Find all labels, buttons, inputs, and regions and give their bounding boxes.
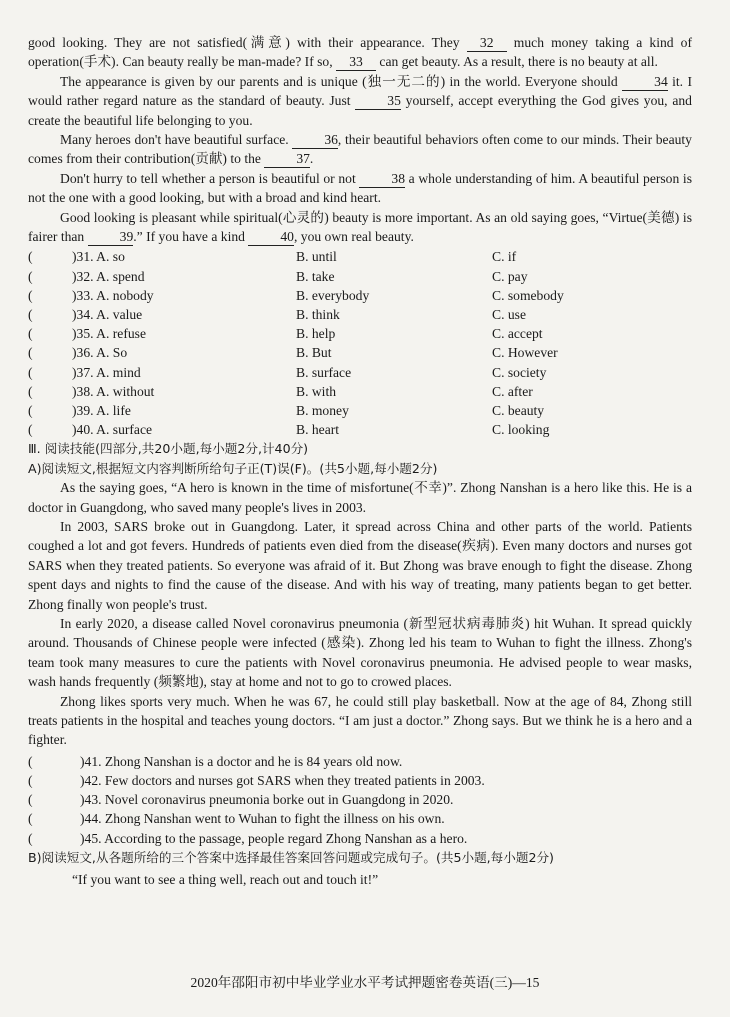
tf-item: ( )45. According to the passage, people regard Zhong Nanshan as a hero. [28,830,468,846]
option-row: ( )31. A. so B. until C. if [28,249,517,265]
passage-paragraph: As the saying goes, “A hero is known in the time of misfortune(不幸)”. Zhong Nanshan is a hero like this. He is a doctor in Guangdong, who saved many people's lives in 2003. [28,480,692,515]
option-row: ( )40. A. surface B. heart C. looking [28,422,550,438]
part-b-instructions: B)阅读短文,从各题所给的三个答案中选择最佳答案回答问题或完成句子。(共5小题,每小题2分) [28,849,554,865]
tf-item: ( )44. Zhong Nanshan went to Wuhan to fight the illness on his own. [28,811,445,827]
blank-39: 39 [88,229,134,246]
blank-34: 34 [622,74,668,91]
blank-40: 40 [248,229,294,246]
passage-paragraph: In 2003, SARS broke out in Guangdong. Later, it spread across China and other parts of the world. Patients coughed a lot and got fevers. Hundreds of patients even died from the disease(疾病). Even many doctors and nurses got SARS when they treated patients. So everyone was afraid of it. But Zhong was brave enough to fight the disease. Zhong spent days and nights to find the cause of the disease. And with his way of treating, many patients began to get better. Zhong finally won people's trust. [28,518,692,612]
part-a-instructions: A)阅读短文,根据短文内容判断所给句子正(T)误(F)。(共5小题,每小题2分) [28,460,438,476]
blank-37: 37 [264,151,310,168]
option-row: ( )38. A. without B. with C. after [28,383,533,399]
true-false-items [28,752,692,848]
option-row: ( )39. A. life B. money C. beauty [28,402,545,418]
option-row: ( )36. A. So B. But C. However [28,345,558,361]
passage-paragraph: Zhong likes sports very much. When he was 67, he could still play basketball. Now at the age of 84, Zhong still treats patients in the hospital and teaches young doctors. “I am just a doctor.” Zhong says. But we think he is a hero and a fighter. [28,693,692,748]
cloze-paragraph-4: Don't hurry to tell whether a person is beautiful or not 38 a whole understanding of him. A beautiful person is not the one with a good looking, but with a broad and kind heart. [28,170,692,206]
cloze-paragraph-1: good looking. They are not satisfied(满意) with their appearance. They 32 much money taking a kind of operation(手术). Can beauty really be man-made? If so, 33 can get beauty. As a result, there is no beauty at all. [28,35,692,70]
cloze-paragraph-2: The appearance is given by our parents and is unique (独一无二的) in the world. Everyone should 34 it. I would rather regard nature as the standard of beauty. Just 35 yourself, accept everything the God gives you, and create the beautiful life belonging to you. [28,73,693,128]
cloze-paragraph-5: Good looking is pleasant while spiritual(心灵的) beauty is more important. As an old saying goes, “Virtue(美德) is fairer than 39.” If you have a kind 40, you own real beauty. [28,209,692,245]
blank-32: 32 [467,35,507,52]
section-heading: Ⅲ. 阅读技能(四部分,共20小题,每小题2分,计40分) [28,441,309,457]
part-b-quote: “If you want to see a thing well, reach out and touch it!” [72,872,379,888]
blank-35: 35 [355,93,401,110]
blank-36: 36 [292,132,338,149]
option-row: ( )37. A. mind B. surface C. society [28,364,547,380]
option-row: ( )33. A. nobody B. everybody C. somebody [28,287,564,303]
tf-item: ( )42. Few doctors and nurses got SARS when they treated patients in 2003. [28,773,485,789]
option-row: ( )34. A. value B. think C. use [28,307,526,323]
option-row: ( )32. A. spend B. take C. pay [28,268,528,284]
option-row: ( )35. A. refuse B. help C. accept [28,326,543,342]
blank-33: 33 [336,54,376,71]
blank-38: 38 [359,171,405,188]
page-footer: 2020年邵阳市初中毕业学业水平考试押题密卷英语(三)—15 [190,975,540,990]
page-content [28,33,692,890]
tf-item: ( )41. Zhong Nanshan is a doctor and he is 84 years old now. [28,753,403,769]
cloze-paragraph-3: Many heroes don't have beautiful surface. 36, their beautiful behaviors often come to our minds. Their beauty comes from their contribution(贡献) to the 37. [28,132,692,167]
cloze-options [28,247,692,439]
passage-paragraph: In early 2020, a disease called Novel coronavirus pneumonia (新型冠状病毒肺炎) hit Wuhan. It spread quickly around. Thousands of Chinese people were infected (感染). Zhong led his team to Wuhan to fight the illness. Zhong's team took many measures to cure the patients with Novel coronavirus pneumonia. He advised people to wear masks, wash hands frequently (频繁地), stay at home and not to go to crowed places. [28,616,692,690]
tf-item: ( )43. Novel coronavirus pneumonia borke out in Guangdong in 2020. [28,792,454,808]
